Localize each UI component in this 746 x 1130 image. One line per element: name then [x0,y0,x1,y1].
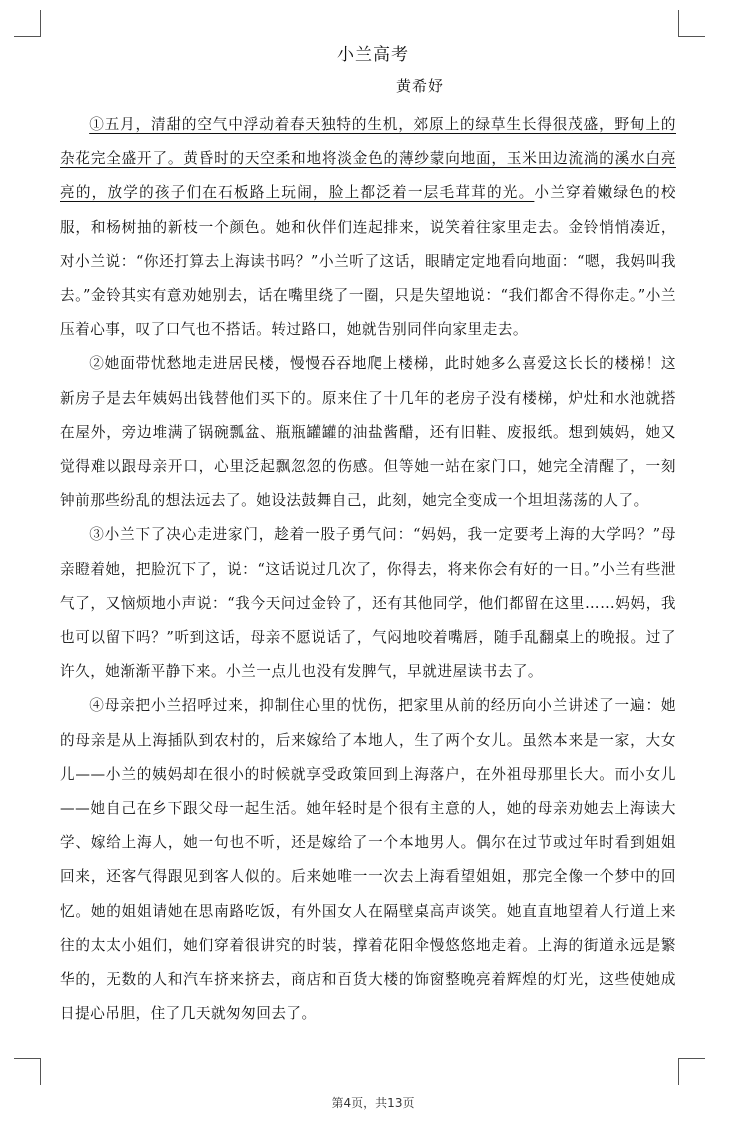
article-body [60,108,676,1031]
corner-mark-bottom-left [14,1058,41,1085]
page-number-footer: 第4页，共13页 [331,1096,415,1110]
article-title: 小兰高考 [337,45,409,65]
corner-mark-bottom-right [678,1058,705,1085]
corner-mark-top-left [14,10,41,37]
paragraph-4: ④母亲把小兰招呼过来，抑制住心里的忧伤，把家里从前的经历向小兰讲述了一遍：她的母亲是从上海插队到农村的，后来嫁给了本地人，生了两个女儿。虽然本来是一家，大女儿——小兰的姨妈却在很小的时候就享受政策回到上海落户，在外祖母那里长大。而小女儿——她自己在乡下跟父母一起生活。她年轻时是个很有主意的人，她的母亲劝她去上海读大学、嫁给上海人，她一句也不听，还是嫁给了一个本地男人。偶尔在过节或过年时看到姐姐回来，还客气得跟见到客人似的。后来她唯一一次去上海看望姐姐，那完全像一个梦中的回忆。她的姐姐请她在思南路吃饭，有外国女人在隔壁桌高声谈笑。她直直地望着人行道上来往的太太小姐们，她们穿着很讲究的时装，撑着花阳伞慢悠悠地走着。上海的街道永远是繁华的，无数的人和汽车挤来挤去，商店和百货大楼的饰窗整晚亮着辉煌的灯光，这些使她成日提心吊胆，住了几天就匆匆回去了。 [60,697,676,1023]
underlined-passage: ①五月，清甜的空气中浮动着春天独特的生机，郊原上的绿草生长得很茂盛，野甸上的杂花完全盛开了。黄昏时的天空柔和地将淡金色的薄纱蒙向地面，玉米田边流淌的溪水白亮亮的，放学的孩子们在石板路上玩闹，脸上都泛着一层毛茸茸的光。 [60,116,676,202]
corner-mark-top-right [678,10,705,37]
paragraph-2: ②她面带忧愁地走进居民楼，慢慢吞吞地爬上楼梯，此时她多么喜爱这长长的楼梯！这新房子是去年姨妈出钱替他们买下的。原来住了十几年的老房子没有楼梯，炉灶和水池就搭在屋外，旁边堆满了锅碗瓢盆、瓶瓶罐罐的油盐酱醋，还有旧鞋、废报纸。想到姨妈，她又觉得难以跟母亲开口，心里泛起飘忽忽的伤感。但等她一站在家门口，她完全清醒了，一刻钟前那些纷乱的想法远去了。她设法鼓舞自己，此刻，她完全变成一个坦坦荡荡的人了。 [60,355,676,510]
paragraph-1-rest: 小兰穿着嫩绿色的校服，和杨树抽的新枝一个颜色。她和伙伴们连起排来，说笑着往家里走去。金铃悄悄凑近，对小兰说：“你还打算去上海读书吗？”小兰听了这话，眼睛定定地看向地面：“嗯，我妈叫我去。”金铃其实有意劝她别去，话在嘴里绕了一圈，只是失望地说：“我们都舍不得你走。”小兰压着心事，叹了口气也不搭话。转过路口，她就告别同伴向家里走去。 [60,184,676,339]
paragraph-3: ③小兰下了决心走进家门，趁着一股子勇气问：“妈妈，我一定要考上海的大学吗？”母亲瞪着她，把脸沉下了，说：“这话说过几次了，你得去，将来你会有好的一日。”小兰有些泄气了，又恼烦地小声说：“我今天问过金铃了，还有其他同学，他们都留在这里……妈妈，我也可以留下吗？”听到这话，母亲不愿说话了，气闷地咬着嘴唇，随手乱翻桌上的晚报。过了许久，她渐渐平静下来。小兰一点儿也没有发脾气，早就进屋读书去了。 [60,526,676,681]
paragraph-1 [60,108,676,347]
article-author: 黄希妤 [396,77,445,95]
